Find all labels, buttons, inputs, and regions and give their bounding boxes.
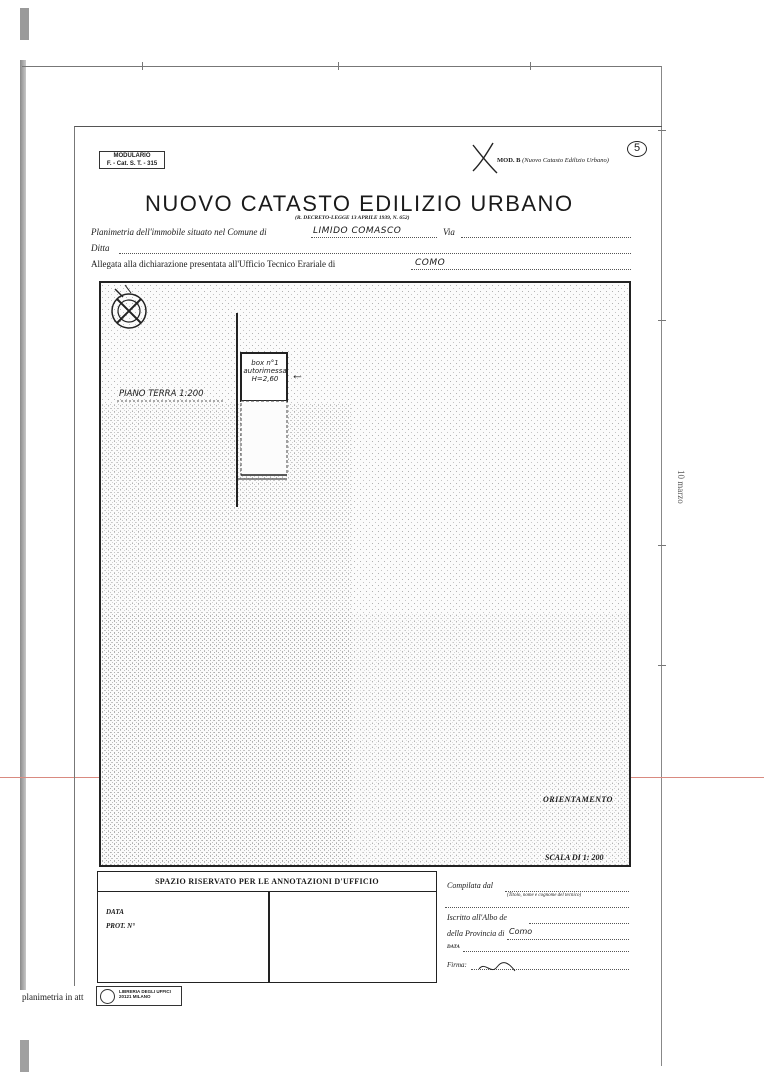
compiled-by-underline-2 (445, 907, 629, 908)
handwritten-cross-mark (467, 141, 501, 175)
publisher-stamp-line1: LIBRERIA DEGLI UFFICI (119, 989, 171, 994)
office-date-label: DATA (106, 908, 124, 916)
publisher-stamp-text (119, 989, 171, 999)
signature-label: Firma: (447, 961, 467, 969)
comune-underline (311, 237, 437, 238)
mod-b-text: (Nuovo Catasto Edilizio Urbano) (522, 157, 609, 164)
comune-value (313, 225, 401, 236)
compiled-by-note: (Titolo, nome e cognome del tecnico) (507, 893, 582, 898)
signature-stroke (475, 959, 525, 977)
sheet-tick (338, 62, 339, 70)
mod-b-label (497, 157, 609, 164)
office-box-divider (268, 892, 270, 982)
comune-handwriting: LIMIDO COMASCO (313, 226, 402, 236)
compiled-by-underline (505, 891, 629, 892)
box-use: autorimessa (243, 367, 287, 375)
floor-plan-area (99, 281, 631, 867)
ditta-label: Ditta (91, 243, 110, 253)
modulario-line1: MODULARIO (113, 153, 151, 159)
scale-label: SCALA DI 1: 200 (545, 853, 604, 862)
modulario-line2: F. - Cat. S. T. - 315 (106, 161, 158, 167)
office-prot-label: PROT. N° (106, 922, 135, 930)
province-label: della Provincia di (447, 929, 505, 938)
compiled-by-label: Compilata dal (447, 881, 494, 890)
mod-b-code: MOD. B (497, 157, 521, 164)
publisher-stamp (96, 986, 182, 1006)
ufficio-handwriting: COMO (415, 258, 446, 268)
ufficio-underline (411, 269, 631, 270)
cadastral-form (74, 126, 662, 986)
modulario-box (99, 151, 165, 169)
floor-label: PIANO TERRA 1:200 (119, 389, 204, 399)
orientation-label: ORIENTAMENTO (543, 795, 613, 804)
allegata-label: Allegata alla dichiarazione presentata all'Ufficio Tecnico Erariale di (91, 259, 336, 269)
via-label: Via (443, 227, 455, 237)
scan-edge-top (20, 8, 29, 40)
page-title: NUOVO CATASTO EDILIZIO URBANO (145, 191, 574, 216)
decree-reference: (R. DECRETO-LEGGE 13 APRILE 1939, N. 652) (295, 215, 410, 221)
publisher-logo-icon (100, 989, 115, 1004)
entrance-arrow: ← (291, 367, 304, 382)
office-annotations-box (97, 871, 437, 983)
sheet-tick (142, 62, 143, 70)
date-underline (463, 951, 629, 952)
registered-label: Iscritto all'Albo de (447, 913, 507, 922)
office-box-title: SPAZIO RISERVATO PER LE ANNOTAZIONI D'UFFICIO (98, 872, 436, 892)
sheet-tick (530, 62, 531, 70)
via-underline (461, 237, 631, 238)
publisher-stamp-line2: 20121 MILANO (119, 994, 151, 999)
page-number-badge: 5 (627, 141, 647, 157)
compass-icon (101, 283, 157, 333)
floor-plan-drawing (101, 283, 631, 867)
ufficio-value (415, 257, 445, 268)
margin-bottom-text: planimetria in att (22, 992, 84, 1002)
ditta-underline (119, 253, 631, 254)
box-number: box n°1 (251, 359, 279, 367)
box-height: H=2,60 (251, 375, 279, 383)
planimetria-label: Planimetria dell'immobile situato nel Comune di (91, 227, 267, 237)
registered-underline (529, 923, 629, 924)
province-value (509, 927, 532, 936)
province-handwriting: Como (509, 927, 533, 936)
province-underline (507, 939, 629, 940)
side-note: 10 marzo (676, 470, 686, 504)
box-label (241, 359, 289, 383)
date-label: DATA (447, 945, 460, 950)
